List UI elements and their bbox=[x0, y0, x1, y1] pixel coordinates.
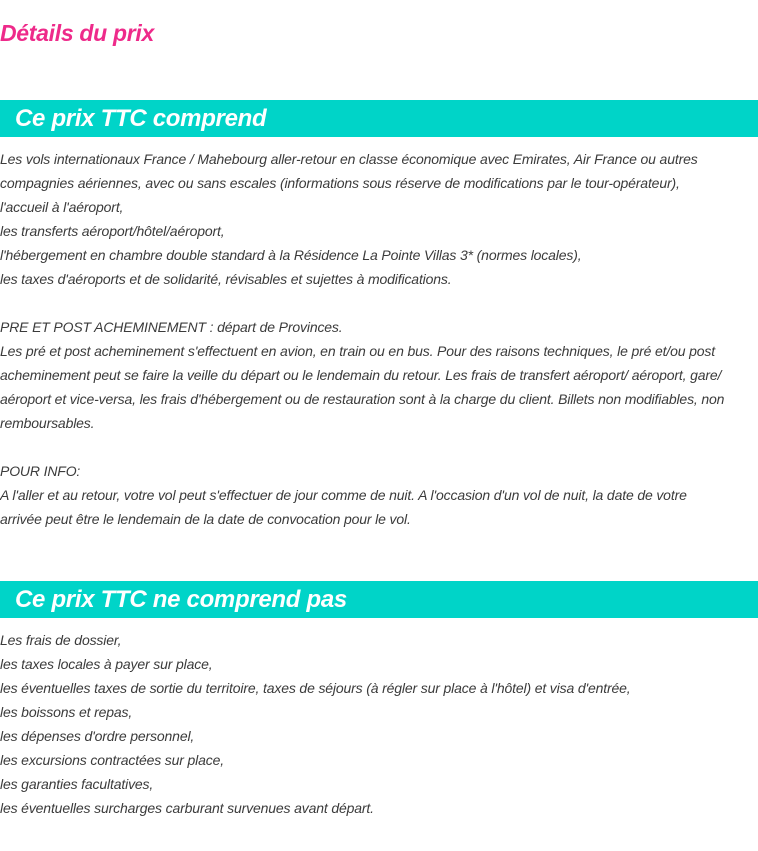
included-item: les taxes d'aéroports et de solidarité, révisables et sujettes à modifications. bbox=[0, 271, 452, 287]
excluded-item: les garanties facultatives, bbox=[0, 776, 154, 792]
pre-post-heading: PRE ET POST ACHEMINEMENT : départ de Provinces. bbox=[0, 319, 343, 335]
included-item: les transferts aéroport/hôtel/aéroport, bbox=[0, 223, 225, 239]
info-text: A l'aller et au retour, votre vol peut s'effectuer de jour comme de nuit. A l'occasion d'un vol de nuit, la date de votre bbox=[0, 487, 687, 503]
excluded-section-header bbox=[0, 581, 758, 618]
pre-post-text: acheminement peut se faire la veille du départ ou le lendemain du retour. Les frais de transfert aéroport/ aéroport, gare/ bbox=[0, 367, 722, 383]
included-item: compagnies aériennes, avec ou sans escales (informations sous réserve de modifications par le tour-opérateur), bbox=[0, 175, 680, 191]
excluded-item: les boissons et repas, bbox=[0, 704, 133, 720]
included-item: l'hébergement en chambre double standard à la Résidence La Pointe Villas 3* (normes locales), bbox=[0, 247, 582, 263]
pre-post-text: aéroport et vice-versa, les frais d'hébergement ou de restauration sont à la charge du client. Billets non modifiables, non bbox=[0, 391, 725, 407]
excluded-item: les dépenses d'ordre personnel, bbox=[0, 728, 195, 744]
included-item: Les vols internationaux France / Mahebourg aller-retour en classe économique avec Emirates, Air France ou autres bbox=[0, 151, 698, 167]
pre-post-text: Les pré et post acheminement s'effectuent en avion, en train ou en bus. Pour des raisons techniques, le pré et/ou post bbox=[0, 343, 715, 359]
excluded-item: Les frais de dossier, bbox=[0, 632, 122, 648]
info-text: arrivée peut être le lendemain de la date de convocation pour le vol. bbox=[0, 511, 411, 527]
pre-post-text: remboursables. bbox=[0, 415, 95, 431]
excluded-item: les éventuelles taxes de sortie du territoire, taxes de séjours (à régler sur place à l'hôtel) et visa d'entrée, bbox=[0, 680, 631, 696]
included-section-header bbox=[0, 100, 758, 137]
paragraph-spacer bbox=[0, 435, 758, 459]
info-heading: POUR INFO: bbox=[0, 463, 81, 479]
included-details bbox=[0, 147, 758, 531]
excluded-heading: Ce prix TTC ne comprend pas bbox=[15, 586, 347, 613]
excluded-item: les excursions contractées sur place, bbox=[0, 752, 225, 768]
page-title: Détails du prix bbox=[0, 20, 154, 46]
included-item: l'accueil à l'aéroport, bbox=[0, 199, 124, 215]
excluded-item: les éventuelles surcharges carburant survenues avant départ. bbox=[0, 800, 374, 816]
excluded-details bbox=[0, 628, 758, 820]
excluded-item: les taxes locales à payer sur place, bbox=[0, 656, 213, 672]
paragraph-spacer bbox=[0, 291, 758, 315]
included-heading: Ce prix TTC comprend bbox=[15, 105, 267, 132]
